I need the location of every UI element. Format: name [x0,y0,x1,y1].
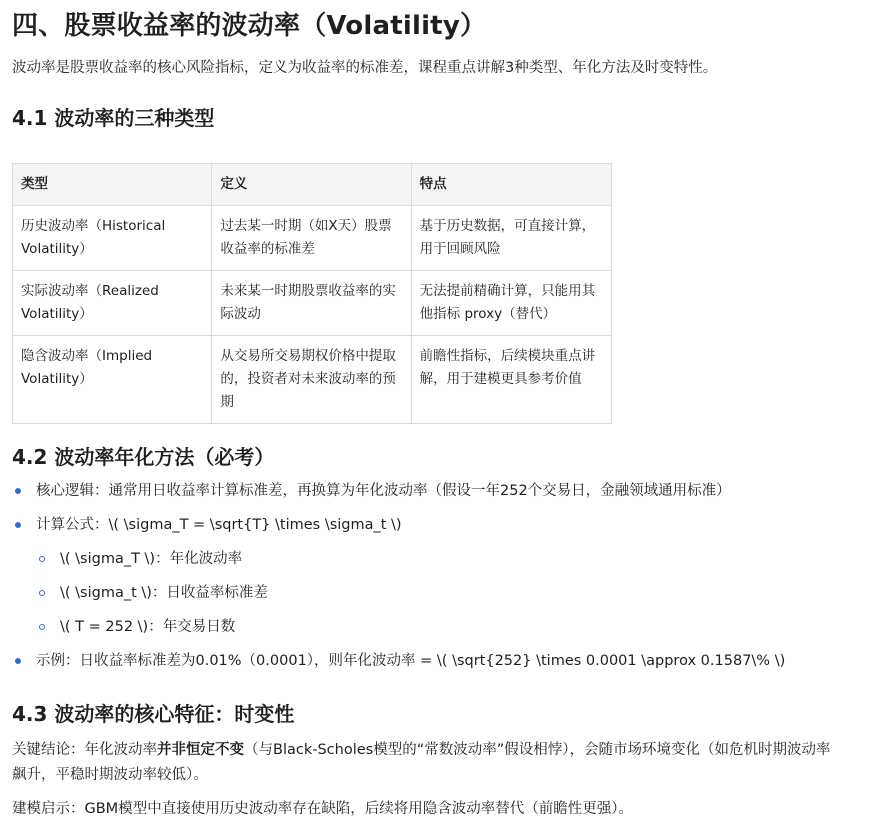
intro-paragraph: 波动率是股票收益率的核心风险指标，定义为收益率的标准差，课程重点讲解3种类型、年化方法及时变特性。 [12,60,718,76]
formula-variable-list [36,548,785,638]
annualization-list [12,480,785,672]
table-cell: 前瞻性指标，后续模块重点讲解，用于建模更具参考价值 [411,336,611,424]
table-cell: 未来某一时期股票收益率的实际波动 [212,271,411,336]
list-item-text: 计算公式：\( \sigma_T = \sqrt{T} \times \sigma_t \) [36,517,402,533]
sub-list-item: \( \sigma_T \)：年化波动率 [36,548,785,570]
volatility-types-table [12,163,612,424]
sub-list-item: \( T = 252 \)：年交易日数 [36,616,785,638]
conclusion-emphasis: 并非恒定不变 [157,742,244,758]
conclusion-paragraph [12,738,832,788]
page-title: 四、股票收益率的波动率（Volatility） [12,11,487,41]
table-row [13,206,612,271]
modeling-hint-paragraph: 建模启示：GBM模型中直接使用历史波动率存在缺陷，后续将用隐含波动率替代（前瞻性更强）。 [12,801,633,817]
table-row [13,336,612,424]
list-item [12,514,785,638]
table-header-row [13,164,612,206]
table-header-cell: 类型 [13,164,212,206]
conclusion-prefix: 关键结论：年化波动率 [12,742,157,758]
table-header-cell: 特点 [411,164,611,206]
table-cell: 无法提前精确计算，只能用其他指标 proxy（替代） [411,271,611,336]
table-cell: 从交易所交易期权价格中提取的，投资者对未来波动率的预期 [212,336,411,424]
section-4-3-heading: 4.3 波动率的核心特征：时变性 [12,702,295,726]
table-cell: 历史波动率（Historical Volatility） [13,206,212,271]
conclusion-suffix: （与Black-Scholes模型的“常数波动率”假设相悖），会随市场环境变化（如危机时期波动率飙升，平稳时期波动率较低）。 [12,742,831,783]
list-item-text: 示例：日收益率标准差为0.01%（0.0001），则年化波动率 = \( \sqrt{252} \times 0.0001 \approx 0.1587\% \) [36,653,786,669]
table-header-cell: 定义 [212,164,411,206]
section-4-2-heading: 4.2 波动率年化方法（必考） [12,445,275,469]
list-item-text: 核心逻辑：通常用日收益率计算标准差，再换算为年化波动率（假设一年252个交易日，金融领域通用标准） [36,483,731,499]
table-cell: 过去某一时期（如X天）股票收益率的标准差 [212,206,411,271]
sub-list-item: \( \sigma_t \)：日收益率标准差 [36,582,785,604]
table-row [13,271,612,336]
section-4-1-heading: 4.1 波动率的三种类型 [12,106,215,130]
list-item [12,480,785,502]
table-cell: 基于历史数据，可直接计算，用于回顾风险 [411,206,611,271]
table-cell: 实际波动率（Realized Volatility） [13,271,212,336]
table-cell: 隐含波动率（Implied Volatility） [13,336,212,424]
list-item [12,650,785,672]
